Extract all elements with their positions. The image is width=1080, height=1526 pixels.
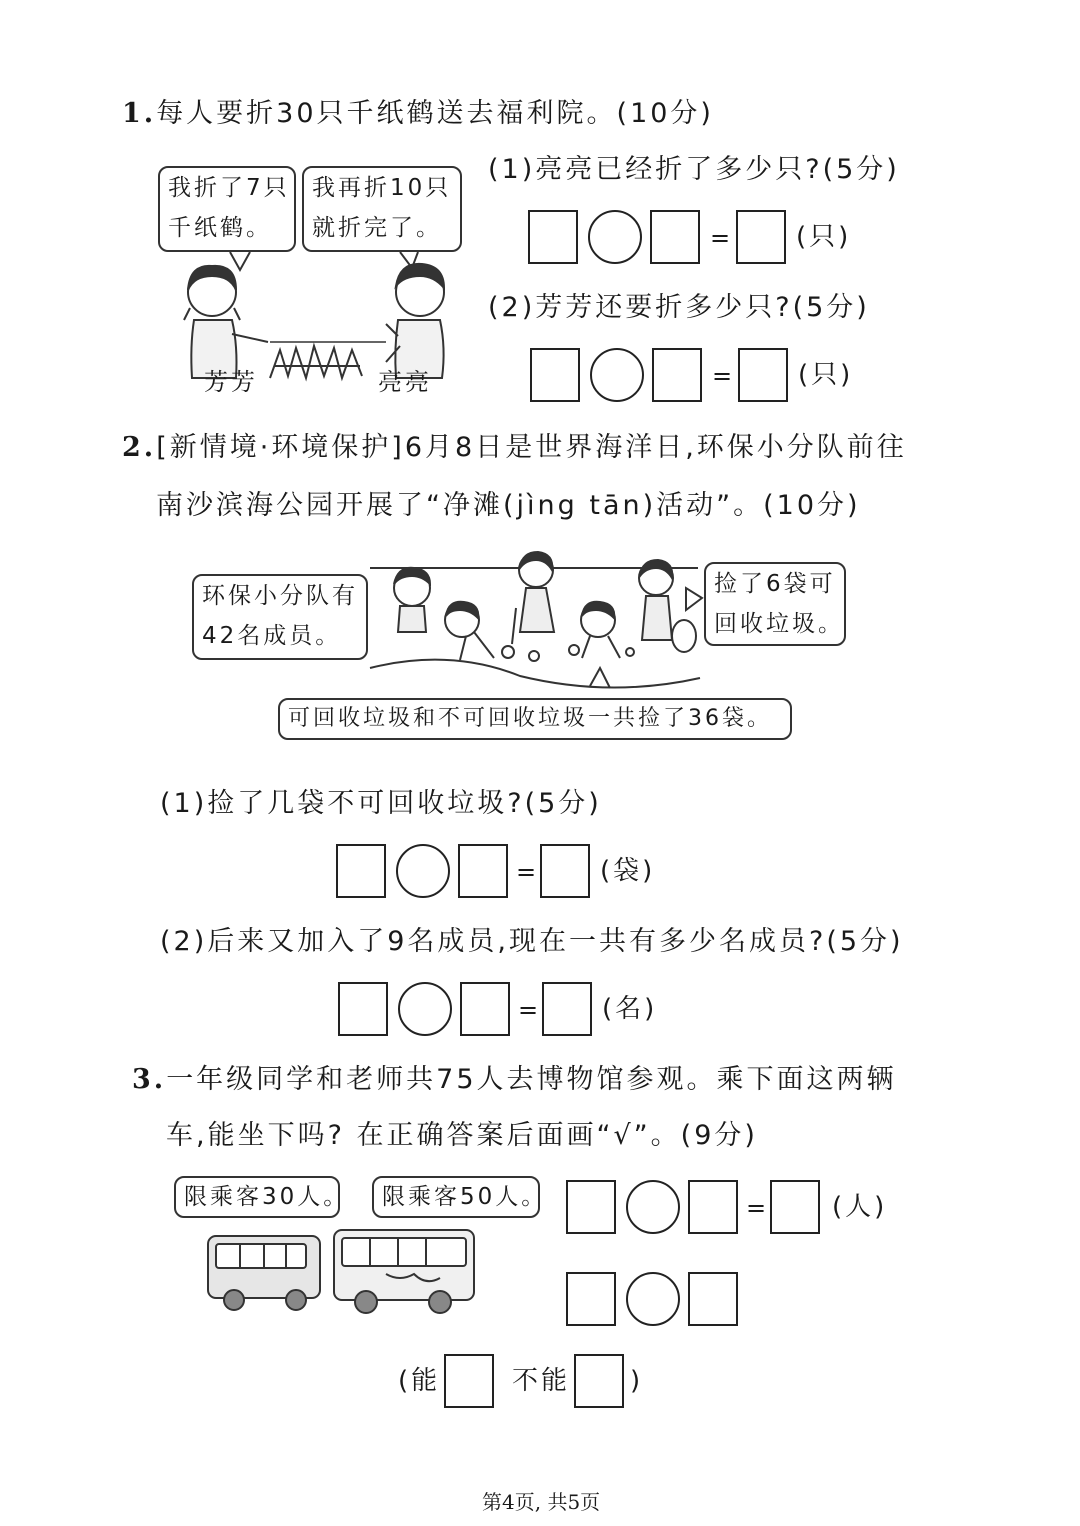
q1-sub2-unit: (只) <box>798 360 854 390</box>
q3-bubble-left: 限乘客30人。 <box>174 1176 340 1218</box>
q2-sub1-operator-circle[interactable] <box>396 844 450 898</box>
q2-sub2-box-a[interactable] <box>338 982 388 1036</box>
q2-sub2: (2)后来又加入了9名成员,现在一共有多少名成员?(5分) <box>160 926 904 957</box>
q1-sub1-box-a[interactable] <box>528 210 578 264</box>
q2-sub1-equals: = <box>516 858 537 886</box>
q1-sub1-unit: (只) <box>796 222 852 252</box>
q2-number: 2. <box>122 432 157 463</box>
q3-eq-equals: = <box>746 1194 767 1222</box>
q3-buses-illustration <box>200 1222 490 1316</box>
q3-line1-text: 一年级同学和老师共75人去博物馆参观。乘下面这两辆 <box>166 1064 897 1095</box>
q2-line1 <box>122 434 907 461</box>
q3-number: 3. <box>132 1064 167 1095</box>
q1-sub2-equals: = <box>712 362 733 390</box>
q3-eq-operator-circle[interactable] <box>626 1180 680 1234</box>
q1-name-right: 亮亮 <box>378 368 432 396</box>
q3-eq-unit: (人) <box>832 1192 888 1222</box>
q1-sub2-operator-circle[interactable] <box>590 348 644 402</box>
q1-sub1: (1)亮亮已经折了多少只?(5分) <box>488 154 900 185</box>
q2-sub1-box-b[interactable] <box>458 844 508 898</box>
q2-bubble-left-line1: 环保小分队有 <box>202 583 358 609</box>
q2-bubble-right-line2: 回收垃圾。 <box>714 611 844 637</box>
q3-compare-operator-circle[interactable] <box>626 1272 680 1326</box>
q2-bubble-left-line2: 42名成员。 <box>202 623 342 649</box>
q2-sub2-box-b[interactable] <box>460 982 510 1036</box>
q3-answer-no-label: 不能 <box>512 1366 571 1396</box>
q2-sub1: (1)捡了几袋不可回收垃圾?(5分) <box>160 788 602 819</box>
q2-line2: 南沙滨海公园开展了“净滩(jìng tān)活动”。(10分) <box>156 490 861 521</box>
q3-answer-yes-box[interactable] <box>444 1354 494 1408</box>
q2-bubble-right <box>704 562 846 646</box>
q1-sub1-operator-circle[interactable] <box>588 210 642 264</box>
q3-line2: 车,能坐下吗? 在正确答案后面画“√”。(9分) <box>166 1120 758 1151</box>
q1-title <box>122 100 714 127</box>
q1-bubble-left-line2: 千纸鹤。 <box>168 215 272 241</box>
q2-sub1-box-result[interactable] <box>540 844 590 898</box>
q2-sub1-unit: (袋) <box>600 856 656 886</box>
q2-sub2-unit: (名) <box>602 994 658 1024</box>
q1-bubble-right-line2: 就折完了。 <box>312 215 442 241</box>
q3-eq-box-a[interactable] <box>566 1180 616 1234</box>
page-footer: 第4页, 共5页 <box>482 1490 601 1514</box>
q3-compare-box-a[interactable] <box>566 1272 616 1326</box>
q3-answer-no-box[interactable] <box>574 1354 624 1408</box>
q2-sub2-box-result[interactable] <box>542 982 592 1036</box>
q1-number: 1. <box>122 98 157 129</box>
q1-text: 每人要折30只千纸鹤送去福利院。(10分) <box>156 98 714 129</box>
q1-name-left: 芳芳 <box>204 368 258 396</box>
q2-bubble-left <box>192 574 368 660</box>
q2-line1-text: [新情境·环境保护]6月8日是世界海洋日,环保小分队前往 <box>156 432 907 463</box>
q1-sub1-box-b[interactable] <box>650 210 700 264</box>
q3-eq-box-b[interactable] <box>688 1180 738 1234</box>
q3-compare-box-b[interactable] <box>688 1272 738 1326</box>
q1-bubble-right <box>302 166 462 252</box>
q1-bubble-left <box>158 166 296 252</box>
q3-answer-close: ) <box>630 1366 644 1396</box>
q1-sub1-equals: = <box>710 224 731 252</box>
q1-sub2-box-b[interactable] <box>652 348 702 402</box>
q1-sub2-box-result[interactable] <box>738 348 788 402</box>
q1-bubble-right-line1: 我再折10只 <box>312 175 452 201</box>
q3-line1 <box>132 1066 897 1093</box>
q2-sub2-equals: = <box>518 996 539 1024</box>
q1-sub2-box-a[interactable] <box>530 348 580 402</box>
q1-sub2: (2)芳芳还要折多少只?(5分) <box>488 292 870 323</box>
q1-bubble-left-line1: 我折了7只 <box>168 175 290 201</box>
q3-bubble-right: 限乘客50人。 <box>372 1176 540 1218</box>
q2-sub1-box-a[interactable] <box>336 844 386 898</box>
q2-sub2-operator-circle[interactable] <box>398 982 452 1036</box>
q3-eq-box-result[interactable] <box>770 1180 820 1234</box>
q3-answer-open: (能 <box>398 1366 441 1396</box>
q2-banner: 可回收垃圾和不可回收垃圾一共捡了36袋。 <box>278 698 792 740</box>
q2-bubble-right-line1: 捡了6袋可 <box>714 571 836 597</box>
q1-sub1-box-result[interactable] <box>736 210 786 264</box>
